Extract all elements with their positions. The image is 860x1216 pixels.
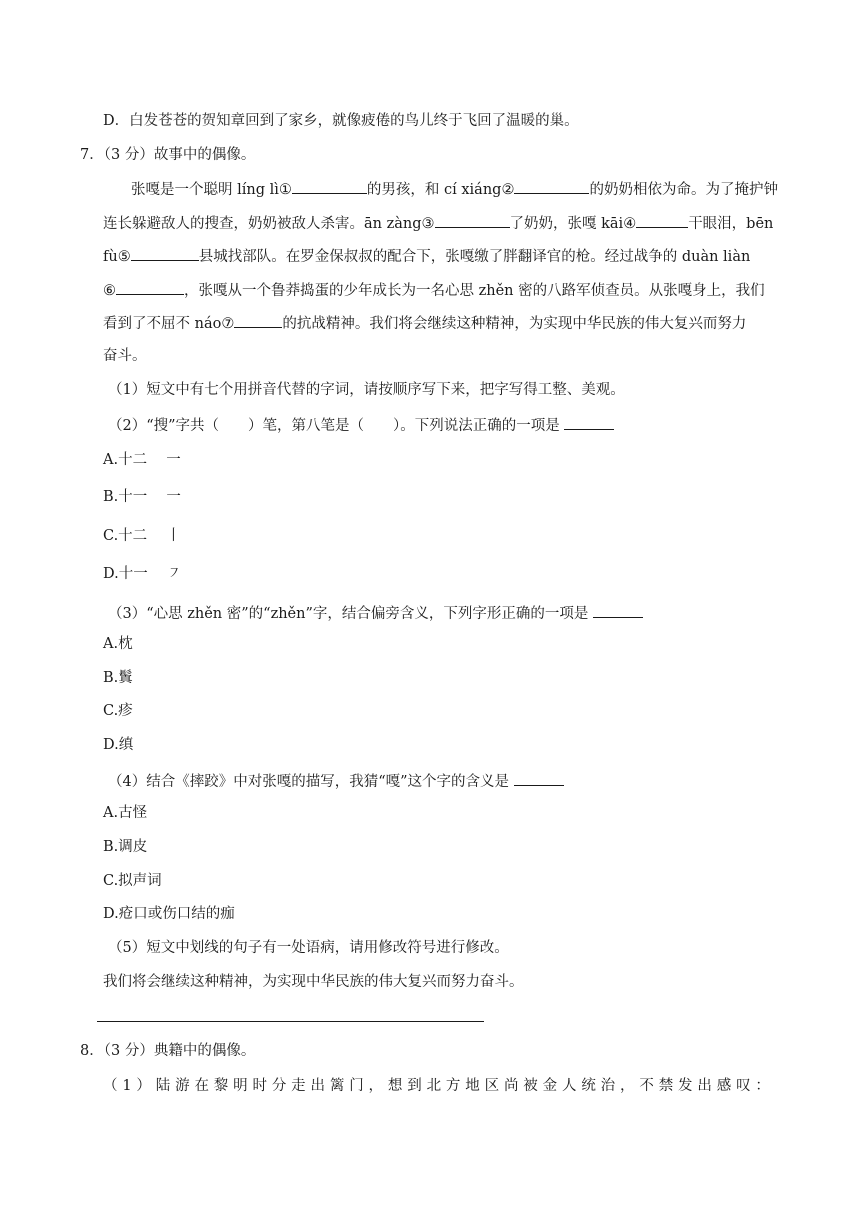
- passage-text: ，张嘎从一个鲁莽捣蛋的少年成长为一名心思 zhěn 密的八路军侦查员。从张嘎身上，我们: [184, 283, 765, 299]
- passage-line-6: 奋斗。: [103, 348, 147, 364]
- passage-line-4: [103, 279, 765, 301]
- passage-text: 连长躲避敌人的搜查，奶奶被敌人杀害。ān zàng: [103, 216, 422, 232]
- sub-question-5: （5）短文中划线的句子有一处语病，请用修改符号进行修改。: [108, 940, 509, 956]
- q8-sub1-char: 人: [561, 1078, 577, 1094]
- blank-marker-5: ⑤: [117, 249, 131, 265]
- q8-sub1-char: 出: [697, 1078, 712, 1094]
- answer-line[interactable]: [97, 1021, 484, 1022]
- answer-blank-2[interactable]: [514, 178, 589, 194]
- q8-sub1-char: 治: [600, 1078, 616, 1094]
- q8-sub1-char: ，: [368, 1078, 384, 1094]
- q8-sub1-char: 被: [523, 1078, 538, 1094]
- q8-sub-question-1: [103, 1076, 770, 1096]
- sub2-option-a[interactable]: A.十二 一: [103, 452, 181, 468]
- blank-marker-4: ④: [623, 216, 637, 232]
- sub-question-4-stem: （4）结合《摔跤》中对张嘎的描写，我猜“嘎”这个字的含义是: [108, 774, 510, 790]
- sub-question-5-sentence: 我们将会继续这种精神，为实现中华民族的伟大复兴而努力奋斗。: [103, 974, 524, 990]
- q8-sub1-char: 发: [678, 1078, 693, 1094]
- sub-question-2-answer-blank[interactable]: [564, 414, 614, 430]
- sub3-option-b[interactable]: B.鬒: [103, 670, 133, 686]
- passage-line-3: [103, 245, 750, 267]
- q8-sub1-char: 到: [407, 1078, 422, 1094]
- q8-sub1-char: 统: [581, 1078, 596, 1094]
- answer-blank-5[interactable]: [131, 245, 199, 261]
- sub2-option-d[interactable]: D.十一 ㇇: [103, 566, 182, 582]
- q8-sub1-char: 北: [426, 1078, 442, 1094]
- answer-blank-3[interactable]: [435, 212, 510, 228]
- q8-sub1-char: 在: [194, 1078, 209, 1094]
- passage-text: 张嘎是一个聪明 líng lì: [131, 182, 279, 198]
- passage-text: 干眼泪，bēn: [688, 216, 774, 232]
- q8-sub1-char: 陆: [155, 1078, 171, 1094]
- sub2-option-b[interactable]: B.十一 一: [103, 489, 181, 505]
- blank-marker-2: ②: [501, 182, 515, 198]
- blank-marker-1: ①: [278, 182, 292, 198]
- passage-line-5: [103, 312, 746, 334]
- q7-number: 7．: [80, 147, 104, 163]
- sub-question-3: [108, 602, 643, 624]
- passage-text: 的奶奶相依为命。为了掩护钟: [589, 182, 778, 198]
- sub-question-1: （1）短文中有七个用拼音代替的字词，请按顺序写下来，把字写得工整、美观。: [108, 382, 625, 398]
- sub2-option-c[interactable]: C.十二 丨: [103, 528, 181, 544]
- sub-question-2-stem: （2）“搜”字共（ ）笔，第八笔是（ ）。下列说法正确的一项是: [108, 418, 560, 434]
- sub-question-4: [108, 770, 564, 792]
- q8-sub1-char: 分: [271, 1078, 287, 1094]
- q8-score: （3 分）: [103, 1043, 154, 1059]
- passage-text: 的抗战精神。我们将会继续这种精神，为实现中华民族的伟大复兴而努力: [282, 316, 747, 332]
- q8-sub1-char: 门: [349, 1078, 364, 1094]
- passage-line-1: [131, 178, 778, 200]
- sub-question-3-stem: （3）“心思 zhěn 密”的“zhěn”字，结合偏旁含义，下列字形正确的一项是: [108, 606, 589, 622]
- sub3-option-c[interactable]: C.疹: [103, 703, 133, 719]
- blank-marker-3: ③: [421, 216, 435, 232]
- q8-sub1-char: 感: [716, 1078, 732, 1094]
- q8-sub1-char: （: [103, 1078, 118, 1094]
- sub3-option-d[interactable]: D.缜: [103, 737, 134, 753]
- blank-marker-6: ⑥: [103, 283, 116, 299]
- sub-question-2: [108, 414, 614, 436]
- q8-number: 8．: [80, 1043, 104, 1059]
- q8-sub1-char: ）: [136, 1078, 151, 1094]
- q8-sub1-char: 叹: [736, 1078, 751, 1094]
- answer-blank-7[interactable]: [234, 312, 282, 328]
- q8-sub1-char: 走: [291, 1078, 306, 1094]
- q8-sub1-char: 游: [175, 1078, 190, 1094]
- passage-text: 的男孩，和 cí xiáng: [366, 182, 502, 198]
- q8-sub1-char: 禁: [658, 1078, 674, 1094]
- answer-blank-4[interactable]: [636, 212, 688, 228]
- q8-sub1-char: 想: [387, 1078, 403, 1094]
- q7-score: （3 分）: [103, 147, 154, 163]
- answer-blank-1[interactable]: [292, 178, 367, 194]
- sub-question-3-answer-blank[interactable]: [593, 602, 643, 618]
- passage-line-2: [103, 212, 773, 234]
- q8-sub1-char: 区: [484, 1078, 500, 1094]
- passage-text: 了奶奶，张嘎 kāi: [509, 216, 624, 232]
- prev-option-d: D．白发苍苍的贺知章回到了家乡，就像疲倦的鸟儿终于飞回了温暖的巢。: [103, 113, 579, 129]
- q8-sub1-char: 明: [233, 1078, 248, 1094]
- sub-question-4-answer-blank[interactable]: [514, 770, 564, 786]
- q7-heading: [80, 145, 255, 165]
- passage-text: 看到了不屈不 náo⑦: [103, 316, 235, 332]
- q8-sub1-char: 黎: [213, 1078, 229, 1094]
- q8-sub1-char: 出: [310, 1078, 326, 1094]
- q8-sub1-char: 尚: [503, 1078, 519, 1094]
- q8-heading: [80, 1041, 255, 1061]
- answer-blank-6[interactable]: [116, 279, 184, 295]
- q8-sub1-char: 篱: [329, 1078, 345, 1094]
- sub4-option-a[interactable]: A.古怪: [103, 805, 148, 821]
- sub4-option-c[interactable]: C.拟声词: [103, 873, 162, 889]
- sub4-option-d[interactable]: D.疮口或伤口结的痂: [103, 906, 235, 922]
- passage-text: fù: [103, 249, 118, 265]
- passage-text: 县城找部队。在罗金保叔叔的配合下，张嘎缴了胖翻译官的枪。经过战争的 duàn liàn: [198, 249, 751, 265]
- q8-sub1-char: 方: [445, 1078, 461, 1094]
- sub3-option-a[interactable]: A.枕: [103, 636, 133, 652]
- q8-sub1-char: 1: [122, 1078, 132, 1094]
- q8-title: 典籍中的偶像。: [153, 1043, 256, 1059]
- q8-sub1-char: ：: [755, 1078, 770, 1094]
- q8-sub1-char: 金: [542, 1078, 558, 1094]
- sub4-option-b[interactable]: B.调皮: [103, 839, 148, 855]
- q8-sub1-char: 时: [252, 1078, 267, 1094]
- q8-sub1-char: 地: [465, 1078, 480, 1094]
- q8-sub1-char: 不: [639, 1078, 654, 1094]
- q8-sub1-char: ，: [620, 1078, 635, 1094]
- q7-title: 故事中的偶像。: [153, 147, 256, 163]
